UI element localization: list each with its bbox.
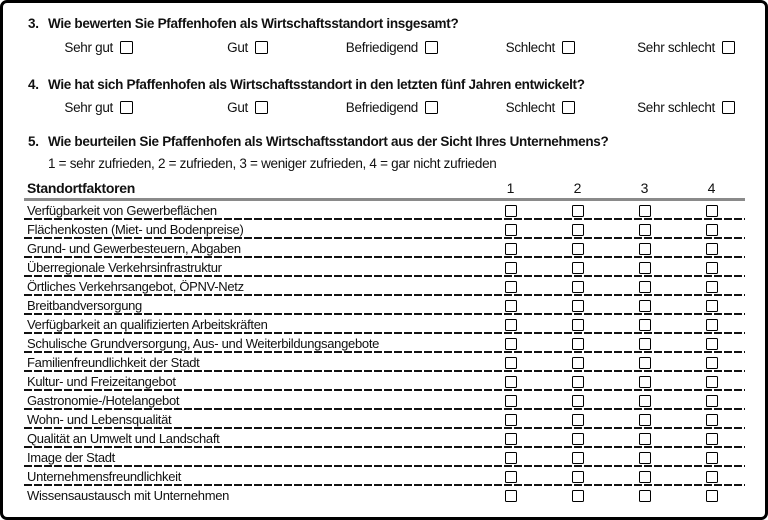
option-befriedigend [268,39,438,56]
question-4-options [3,99,738,116]
table-header-label: Standortfaktoren [27,179,135,196]
table-row [24,486,745,505]
rating-scale-note: 1 = sehr zufrieden, 2 = zufrieden, 3 = weniger zufrieden, 4 = gar nicht zufrieden [48,156,497,171]
checkbox-col3[interactable] [639,376,651,388]
table-row [24,315,745,334]
checkbox-col4[interactable] [706,300,718,312]
checkbox-col1[interactable] [505,338,517,350]
checkbox-col3[interactable] [639,262,651,274]
checkbox-q4-schlecht[interactable] [562,101,575,114]
checkbox-col1[interactable] [505,224,517,236]
option-sehr-schlecht [575,39,735,56]
option-label: Schlecht [505,100,555,115]
option-label: Gut [227,100,248,115]
checkbox-col4[interactable] [706,357,718,369]
option-label: Sehr gut [64,40,113,55]
checkbox-col2[interactable] [572,243,584,255]
option-label: Befriedigend [345,100,418,115]
table-row [24,448,745,467]
option-schlecht [438,99,575,116]
option-sehr-schlecht [575,99,735,116]
factor-label: Verfügbarkeit an qualifizierten Arbeitskräften [27,317,268,332]
checkbox-col2[interactable] [572,281,584,293]
column-header-2: 2 [573,179,582,196]
table-row [24,372,745,391]
checkbox-col4[interactable] [706,414,718,426]
factor-label: Familienfreundlichkeit der Stadt [27,355,200,370]
checkbox-col4[interactable] [706,243,718,255]
checkbox-col2[interactable] [572,205,584,217]
question-3 [28,16,745,31]
checkbox-col2[interactable] [572,452,584,464]
table-row [24,239,745,258]
option-label: Befriedigend [345,40,418,55]
checkbox-q3-sehr-gut[interactable] [120,41,133,54]
option-befriedigend [268,99,438,116]
checkbox-col3[interactable] [639,490,651,502]
checkbox-col2[interactable] [572,471,584,483]
table-row [24,334,745,353]
checkbox-q4-gut[interactable] [255,101,268,114]
checkbox-col3[interactable] [639,319,651,331]
question-3-options [3,39,738,56]
checkbox-col2[interactable] [572,300,584,312]
question-5 [28,134,745,149]
question-4-number: 4. [28,77,39,92]
checkbox-col3[interactable] [639,471,651,483]
question-3-text: Wie bewerten Sie Pfaffenhofen als Wirtschaftsstandort insgesamt? [48,16,459,31]
checkbox-col1[interactable] [505,376,517,388]
checkbox-q3-sehr-schlecht[interactable] [722,41,735,54]
checkbox-col4[interactable] [706,490,718,502]
factor-label: Grund- und Gewerbesteuern, Abgaben [27,241,241,256]
checkbox-col1[interactable] [505,300,517,312]
table-row [24,353,745,372]
checkbox-col1[interactable] [505,490,517,502]
checkbox-q3-befriedigend[interactable] [425,41,438,54]
checkbox-col1[interactable] [505,433,517,445]
factor-label: Gastronomie-/Hotelangebot [27,393,180,408]
checkbox-col3[interactable] [639,357,651,369]
option-label: Gut [227,40,248,55]
checkbox-q4-sehr-schlecht[interactable] [722,101,735,114]
checkbox-col4[interactable] [706,395,718,407]
checkbox-col1[interactable] [505,281,517,293]
checkbox-col2[interactable] [572,357,584,369]
factor-label: Schulische Grundversorgung, Aus- und Weiterbildungsangebote [27,336,380,351]
checkbox-col4[interactable] [706,319,718,331]
factor-label: Örtliches Verkehrsangebot, ÖPNV-Netz [27,279,244,294]
checkbox-col3[interactable] [639,243,651,255]
checkbox-col3[interactable] [639,300,651,312]
question-3-number: 3. [28,16,39,31]
table-row [24,429,745,448]
checkbox-col3[interactable] [639,224,651,236]
factor-label: Unternehmensfreundlichkeit [27,469,182,484]
factor-label: Qualität an Umwelt und Landschaft [27,431,220,446]
checkbox-col1[interactable] [505,262,517,274]
question-4 [28,77,745,92]
checkbox-q3-schlecht[interactable] [562,41,575,54]
checkbox-col3[interactable] [639,338,651,350]
option-schlecht [438,39,575,56]
factor-label: Breitbandversorgung [27,298,142,313]
table-row [24,391,745,410]
table-row [24,258,745,277]
checkbox-col3[interactable] [639,452,651,464]
option-sehr-gut [3,99,133,116]
factor-label: Flächenkosten (Miet- und Bodenpreise) [27,222,244,237]
checkbox-col2[interactable] [572,224,584,236]
checkbox-col1[interactable] [505,452,517,464]
checkbox-q3-gut[interactable] [255,41,268,54]
option-label: Sehr gut [64,100,113,115]
checkbox-col1[interactable] [505,205,517,217]
checkbox-col4[interactable] [706,452,718,464]
column-header-4: 4 [707,179,716,196]
checkbox-col4[interactable] [706,433,718,445]
option-label: Sehr schlecht [637,40,715,55]
table-row [24,410,745,429]
checkbox-col4[interactable] [706,471,718,483]
checkbox-col4[interactable] [706,281,718,293]
factor-label: Überregionale Verkehrsinfrastruktur [27,260,222,275]
checkbox-q4-befriedigend[interactable] [425,101,438,114]
checkbox-col4[interactable] [706,338,718,350]
column-header-3: 3 [640,179,649,196]
checkbox-col2[interactable] [572,376,584,388]
checkbox-col3[interactable] [639,281,651,293]
table-row [24,220,745,239]
checkbox-col1[interactable] [505,395,517,407]
checkbox-col2[interactable] [572,338,584,350]
checkbox-col4[interactable] [706,205,718,217]
question-5-number: 5. [28,134,39,149]
checkbox-col2[interactable] [572,490,584,502]
table-row [24,201,745,220]
question-5-text: Wie beurteilen Sie Pfaffenhofen als Wirtschaftsstandort aus der Sicht Ihres Unternehmens? [48,134,609,149]
question-4-text: Wie hat sich Pfaffenhofen als Wirtschaftsstandort in den letzten fünf Jahren entwickelt? [48,77,585,92]
option-label: Schlecht [505,40,555,55]
checkbox-col4[interactable] [706,262,718,274]
checkbox-col1[interactable] [505,414,517,426]
factor-label: Wissensaustausch mit Unternehmen [27,488,230,503]
checkbox-col3[interactable] [639,414,651,426]
checkbox-col1[interactable] [505,243,517,255]
checkbox-col2[interactable] [572,433,584,445]
checkbox-col3[interactable] [639,433,651,445]
checkbox-col2[interactable] [572,262,584,274]
table-row [24,467,745,486]
checkbox-col1[interactable] [505,357,517,369]
table-header-row [24,177,745,198]
option-gut [133,39,268,56]
checkbox-col2[interactable] [572,414,584,426]
checkbox-col2[interactable] [572,319,584,331]
factor-label: Wohn- und Lebensqualität [27,412,172,427]
table-row [24,296,745,315]
checkbox-col4[interactable] [706,376,718,388]
standortfaktoren-table [24,177,745,505]
checkbox-col2[interactable] [572,395,584,407]
option-gut [133,99,268,116]
checkbox-col3[interactable] [639,205,651,217]
option-sehr-gut [3,39,133,56]
checkbox-col1[interactable] [505,319,517,331]
column-header-1: 1 [506,179,515,196]
factor-label: Kultur- und Freizeitangebot [27,374,176,389]
factor-label: Verfügbarkeit von Gewerbeflächen [27,203,217,218]
factor-label: Image der Stadt [27,450,115,465]
table-row [24,277,745,296]
checkbox-col1[interactable] [505,471,517,483]
checkbox-q4-sehr-gut[interactable] [120,101,133,114]
checkbox-col4[interactable] [706,224,718,236]
checkbox-col3[interactable] [639,395,651,407]
option-label: Sehr schlecht [637,100,715,115]
